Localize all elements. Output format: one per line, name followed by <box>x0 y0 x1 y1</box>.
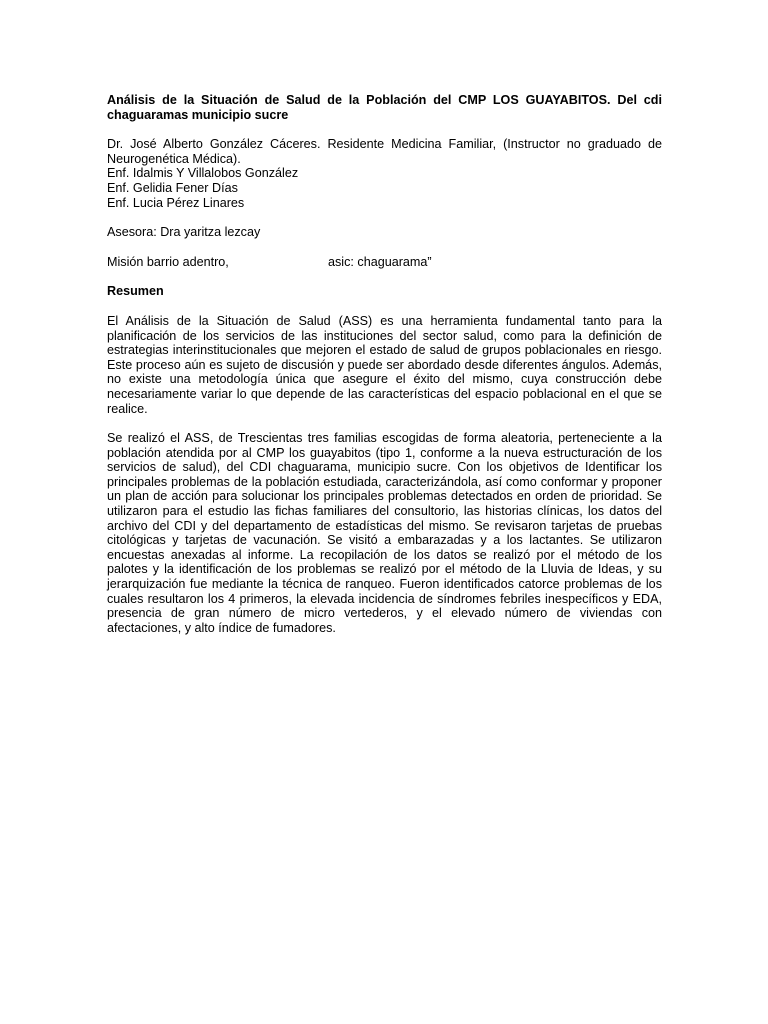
mission-name: Misión barrio adentro, <box>107 254 229 269</box>
author-line: Enf. Lucia Pérez Linares <box>107 195 245 210</box>
document-title: Análisis de la Situación de Salud de la Población del CMP LOS GUAYABITOS. Del cdi chaguaramas municipio sucre <box>107 93 662 122</box>
mission-line <box>107 255 662 270</box>
summary-heading: Resumen <box>107 284 164 299</box>
author-line: Enf. Gelidia Fener Días <box>107 180 238 195</box>
mission-asic: asic: chaguarama” <box>328 254 432 269</box>
author-line: Dr. José Alberto González Cáceres. Residente Medicina Familiar, (Instructor no graduado de Neurogenética Médica). <box>107 137 662 166</box>
advisor-line: Asesora: Dra yaritza lezcay <box>107 225 261 240</box>
summary-paragraph-1: El Análisis de la Situación de Salud (ASS) es una herramienta fundamental tanto para la planificación de los servicios de las instituciones del sector salud, como para la definición de estrategias interinstitucionales que mejoren el estado de salud de grupos poblacionales en riesgo. Este proceso aún es sujeto de discusión y puede ser abordado desde diferentes ángulos. Además, no existe una metodología única que asegure el éxito del mismo, cuya construcción debe necesariamente variar lo que depende de las características del espacio poblacional en el que se realice. <box>107 313 662 416</box>
document-body <box>107 93 662 650</box>
author-list <box>107 137 662 210</box>
summary-paragraph-2: Se realizó el ASS, de Trescientas tres familias escogidas de forma aleatoria, perteneciente a la población atendida por al CMP los guayabitos (tipo 1, conforme a la nueva estructuración de los servicios de salud), del CDI chaguarama, municipio sucre. Con los objetivos de Identificar los principales problemas de la población estudiada, caracterizándola, así como conformar y proponer un plan de acción para solucionar los principales problemas detectados en orden de prioridad. Se utilizaron para el estudio las fichas familiares del consultorio, las historias clínicas, los datos del archivo del CDI y del departamento de estadísticas del mismo. Se revisaron tarjetas de pruebas citológicas y tarjetas de vacunación. Se visitó a embarazadas y a los lactantes. Se utilizaron encuestas anexadas al informe. La recopilación de los datos se realizó por el método de los palotes y la identificación de los problemas se realizó por el método de la Lluvia de Ideas, y su jerarquización fue mediante la técnica de ranqueo. Fueron identificados catorce problemas de los cuales resultaron los 4 primeros, la elevada incidencia de síndromes febriles inespecíficos y EDA, presencia de gran número de micro vertederos, y el elevado número de viviendas con afectaciones, y alto índice de fumadores. <box>107 431 662 635</box>
author-line: Enf. Idalmis Y Villalobos González <box>107 166 299 181</box>
